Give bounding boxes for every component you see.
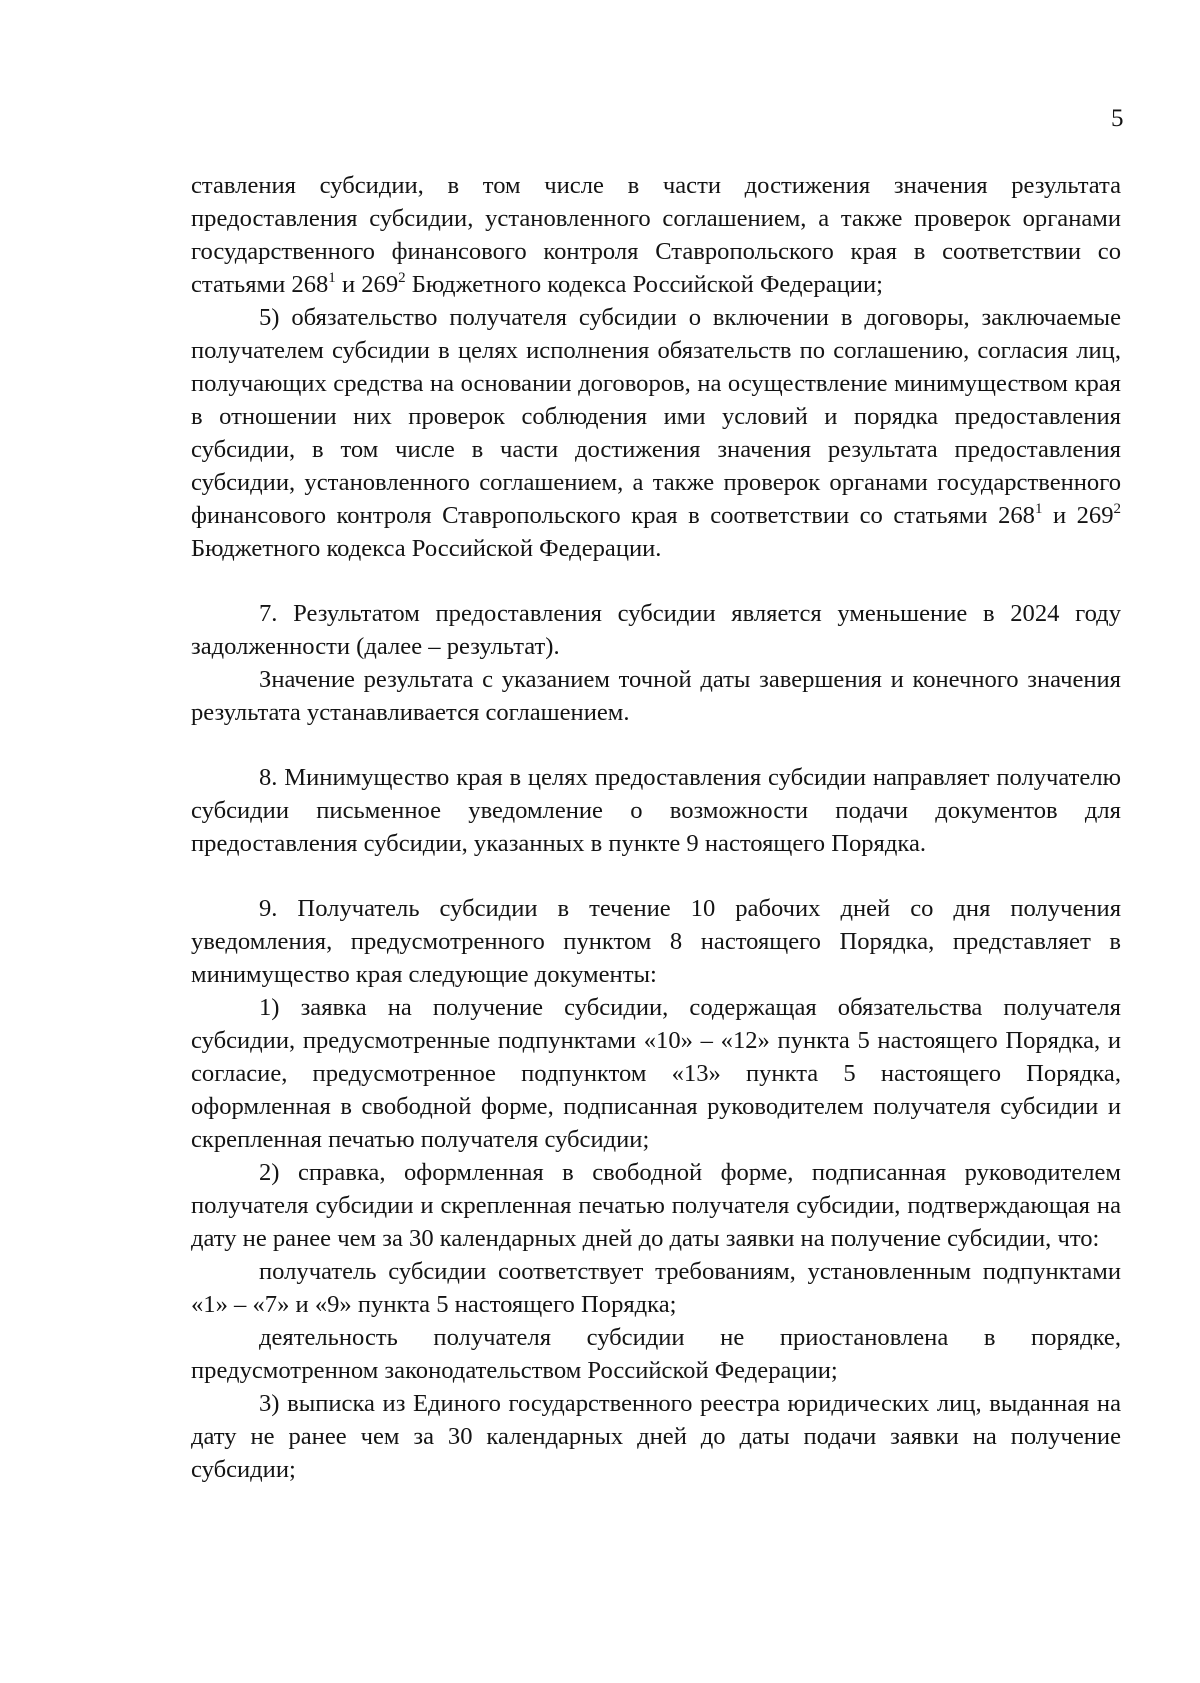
text-run: ставления субсидии, в том числе в части достижения значения результата предоставления субсидии, установленного соглашением, а также проверок органами государственного финансового контроля Ставропольского края в соответствии со статьями 268	[191, 172, 1121, 298]
text-run: 2) справка, оформленная в свободной форме, подписанная руководителем получателя субсидии и скрепленная печатью получателя субсидии, подтверждающая на дату не ранее чем за 30 календарных дней до даты заявки на получение субсидии, что:	[191, 1159, 1121, 1252]
text-run: и 269	[1042, 502, 1114, 529]
paragraph-item-9-3	[191, 1387, 1121, 1486]
text-run: деятельность получателя субсидии не приостановлена в порядке, предусмотренном законодательством Российской Федерации;	[191, 1324, 1121, 1384]
text-run: 8. Минимущество края в целях предоставления субсидии направляет получателю субсидии письменное уведомление о возможности подачи документов для предоставления субсидии, указанных в пункте 9 настоящего Порядка.	[191, 764, 1121, 857]
document-body	[191, 169, 1121, 1486]
superscript: 2	[398, 269, 406, 286]
paragraph-item-9-2-b	[191, 1321, 1121, 1387]
text-run: 7. Результатом предоставления субсидии является уменьшение в 2024 году задолженности (далее – результат).	[191, 600, 1121, 660]
paragraph-section-7	[191, 597, 1121, 663]
text-run: 5) обязательство получателя субсидии о включении в договоры, заключаемые получателем субсидии в целях исполнения обязательств по соглашению, согласия лиц, получающих средства на основании договоров, на осуществление минимуществом края в отношении них проверок соблюдения ими условий и порядка предоставления субсидии, в том числе в части достижения значения результата предоставления субсидии, установленного соглашением, а также проверок органами государственного финансового контроля Ставропольского края в соответствии со статьями 268	[191, 304, 1121, 529]
superscript: 1	[1034, 500, 1043, 517]
text-run: получатель субсидии соответствует требованиям, установленным подпунктами «1» – «7» и «9» пункта 5 настоящего Порядка;	[191, 1258, 1121, 1318]
paragraph-item-9-2	[191, 1156, 1121, 1255]
text-run: Значение результата с указанием точной даты завершения и конечного значения результата устанавливается соглашением.	[191, 666, 1121, 726]
paragraph-section-7-value	[191, 663, 1121, 729]
page-number: 5	[1111, 105, 1124, 132]
paragraph-item-9-2-a	[191, 1255, 1121, 1321]
text-run: Бюджетного кодекса Российской Федерации.	[191, 535, 662, 562]
text-run: 3) выписка из Единого государственного реестра юридических лиц, выданная на дату не ранее чем за 30 календарных дней до даты подачи заявки на получение субсидии;	[191, 1390, 1121, 1483]
paragraph-item-5	[191, 301, 1121, 565]
paragraph-section-8	[191, 761, 1121, 860]
paragraph-section-9	[191, 892, 1121, 991]
superscript: 1	[328, 269, 336, 286]
text-run: 1) заявка на получение субсидии, содержащая обязательства получателя субсидии, предусмотренные подпунктами «10» – «12» пункта 5 настоящего Порядка, и согласие, предусмотренное подпунктом «13» пункта 5 настоящего Порядка, оформленная в свободной форме, подписанная руководителем получателя субсидии и скрепленная печатью получателя субсидии;	[191, 994, 1121, 1153]
text-run: Бюджетного кодекса Российской Федерации;	[405, 271, 883, 298]
superscript: 2	[1113, 500, 1121, 517]
text-run: 9. Получатель субсидии в течение 10 рабочих дней со дня получения уведомления, предусмотренного пунктом 8 настоящего Порядка, представляет в минимущество края следующие документы:	[191, 895, 1121, 988]
paragraph-continuation	[191, 169, 1121, 301]
text-run: и 269	[335, 271, 399, 298]
paragraph-item-9-1	[191, 991, 1121, 1156]
